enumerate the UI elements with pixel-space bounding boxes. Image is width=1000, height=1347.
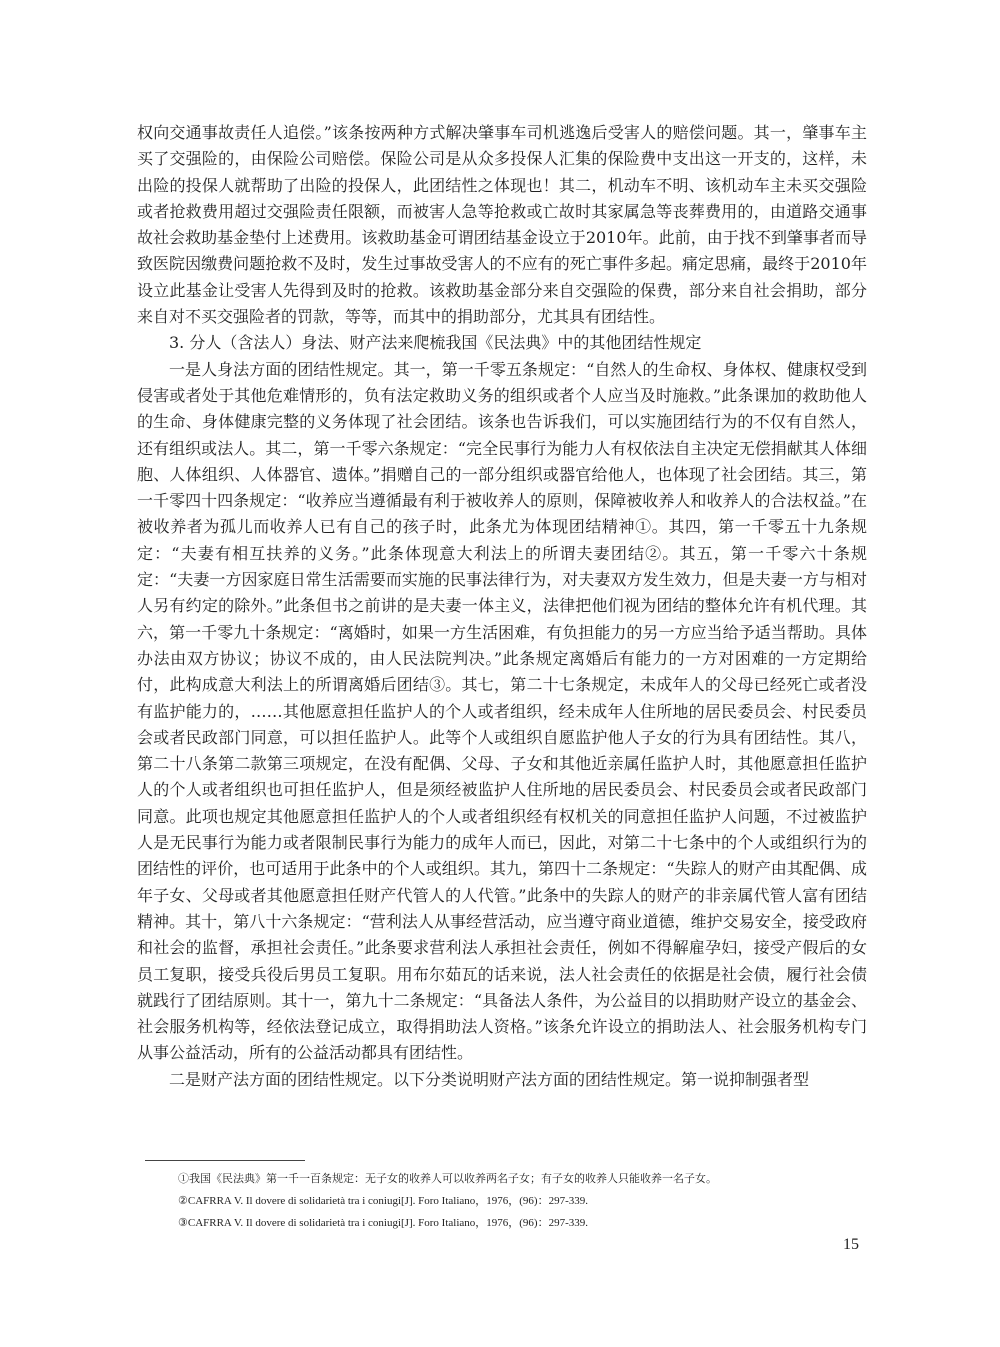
footnote-3: ③CAFRRA V. Il dovere di solidarietà tra i coniugi[J]. Foro Italiano，1976，(96)：297-339. — [178, 1217, 588, 1229]
paragraph-property-law: 二是财产法方面的团结性规定。以下分类说明财产法方面的团结性规定。第一说抑制强者型 — [169, 1069, 810, 1089]
page-number: 15 — [843, 1236, 859, 1253]
footnote-2: ②CAFRRA V. Il dovere di solidarietà tra i coniugi[J]. Foro Italiano，1976，(96)：297-339. — [178, 1195, 588, 1207]
paragraph-personal-law: 一是人身法方面的团结性规定。其一，第一千零五条规定：“自然人的生命权、身体权、健康权受到侵害或者处于其他危难情形的，负有法定救助义务的组织或者个人应当及时施救。”此条课加的救助他人的生命、身体健康完整的义务体现了社会团结。该条也告诉我们，可以实施团结行为的不仅有自然人，还有组织或法人。其二，第一千零六条规定：“完全民事行为能力人有权依法自主决定无偿捐献其人体细胞、人体组织、人体器官、遗体。”捐赠自己的一部分组织或器官给他人，也体现了社会团结。其三，第一千零四十四条规定：“收养应当遵循最有利于被收养人的原则，保障被收养人和收养人的合法权益。”在被收养者为孤儿而收养人已有自己的孩子时，此条尤为体现团结精神①。其四，第一千零五十九条规定：“夫妻有相互扶养的义务。”此条体现意大利法上的所谓夫妻团结②。其五，第一千零六十条规定：“夫妻一方因家庭日常生活需要而实施的民事法律行为，对夫妻双方发生效力，但是夫妻一方与相对人另有约定的除外。”此条但书之前讲的是夫妻一体主义，法律把他们视为团结的整体允许有机代理。其六，第一千零九十条规定：“离婚时，如果一方生活困难，有负担能力的另一方应当给予适当帮助。具体办法由双方协议；协议不成的，由人民法院判决。”此条规定离婚后有能力的一方对困难的一方定期给付，此构成意大利法上的所谓离婚后团结③。其七，第二十七条规定，未成年人的父母已经死亡或者没有监护能力的，……其他愿意担任监护人的个人或者组织，经未成年人住所地的居民委员会、村民委员会或者民政部门同意，可以担任监护人。此等个人或组织自愿监护他人子女的行为具有团结性。其八，第二十八条第二款第三项规定，在没有配偶、父母、子女和其他近亲属任监护人时，其他愿意担任监护人的个人或者组织也可担任监护人，但是须经被监护人住所地的居民委员会、村民委员会或者民政部门同意。此项也规定其他愿意担任监护人的个人或者组织经有权机关的同意担任监护人问题，不过被监护人是无民事行为能力或者限制民事行为能力的成年人而已，因此，对第二十七条中的个人或组织行为的团结性的评价，也可适用于此条中的个人或组织。其九，第四十二条规定：“失踪人的财产由其配偶、成年子女、父母或者其他愿意担任财产代管人的人代管。”此条中的失踪人的财产的非亲属代管人富有团结精神。其十，第八十六条规定：“营利法人从事经营活动，应当遵守商业道德，维护交易安全，接受政府和社会的监督，承担社会责任。”此条要求营利法人承担社会责任，例如不得解雇孕妇，接受产假后的女员工复职，接受兵役后男员工复职。用布尔茹瓦的话来说，法人社会责任的依据是社会债，履行社会债就践行了团结原则。其十一，第九十二条规定：“具备法人条件，为公益目的以捐助财产设立的基金会、社会服务机构等，经依法登记成立，取得捐助法人资格。”该条允许设立的捐助法人、社会服务机构专门从事公益活动，所有的公益活动都具有团结性。 — [137, 359, 867, 1063]
footnote-1: ①我国《民法典》第一千一百条规定：无子女的收养人可以收养两名子女；有子女的收养人只能收养一名子女。 — [178, 1173, 717, 1185]
section-heading: 3. 分人（含法人）身法、财产法来爬梳我国《民法典》中的其他团结性规定 — [169, 333, 702, 353]
paragraph-continued: 权向交通事故责任人追偿。”该条按两种方式解决肇事车司机逃逸后受害人的赔偿问题。其一，肇事车主买了交强险的，由保险公司赔偿。保险公司是从众多投保人汇集的保险费中支出这一开支的，这样，未出险的投保人就帮助了出险的投保人，此团结性之体现也！其二，机动车不明、该机动车主未买交强险或者抢救费用超过交强险责任限额，而被害人急等抢救或亡故时其家属急等丧葬费用的，由道路交通事故社会救助基金垫付上述费用。该救助基金可谓团结基金设立于2010年。此前，由于找不到肇事者而导致医院因缴费问题抢救不及时，发生过事故受害人的不应有的死亡事件多起。痛定思痛，最终于2010年设立此基金让受害人先得到及时的抢救。该救助基金部分来自交强险的保费，部分来自社会捐助，部分来自对不买交强险者的罚款，等等，而其中的捐助部分，尤其具有团结性。 — [137, 123, 867, 327]
footnotes — [178, 1168, 868, 1234]
main-text — [137, 120, 867, 1093]
footnote-divider — [145, 1160, 305, 1161]
